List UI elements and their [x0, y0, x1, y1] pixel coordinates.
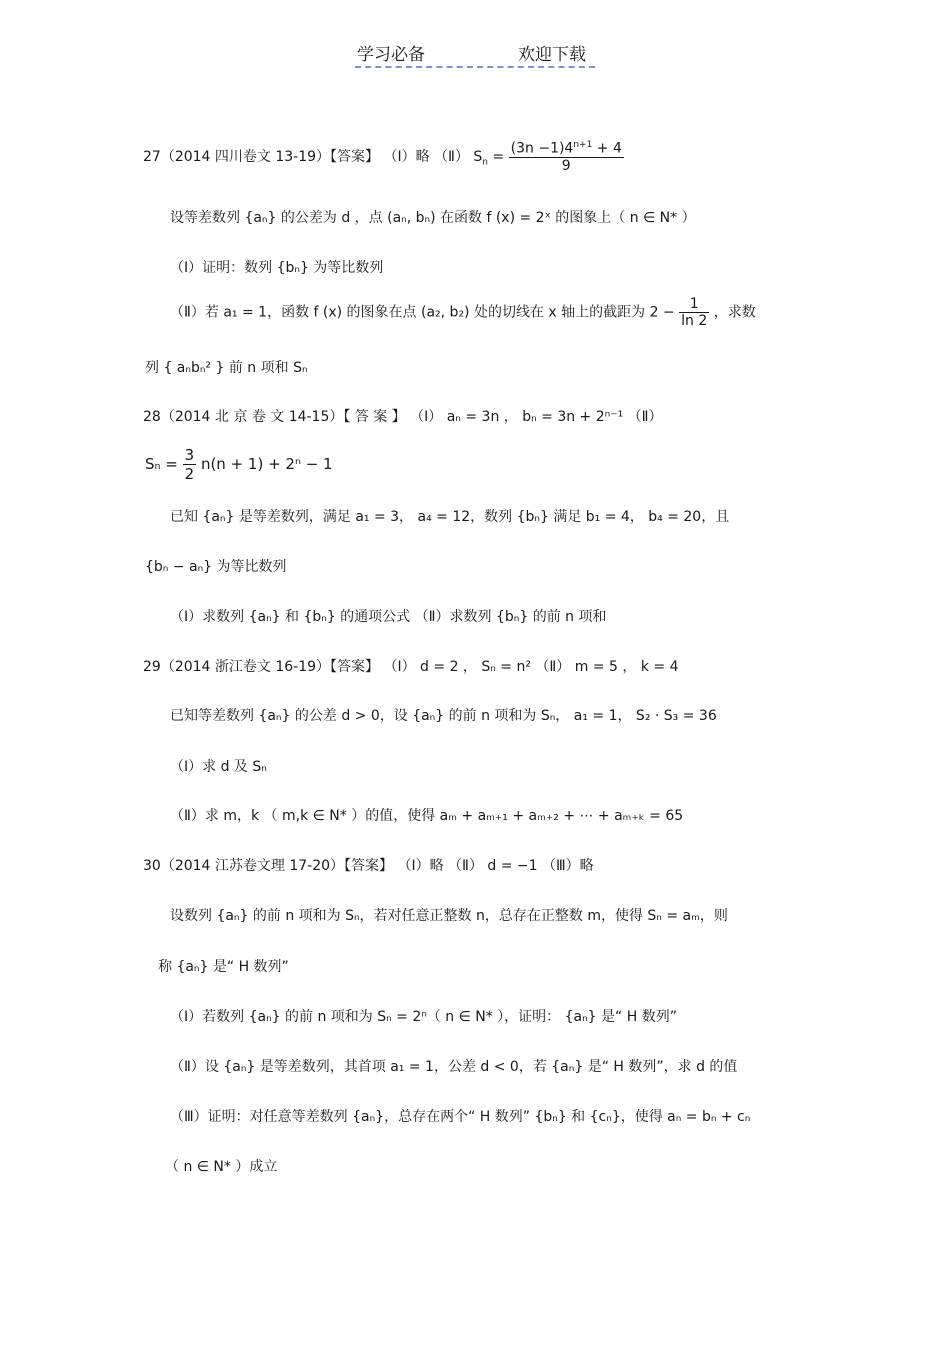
problem-28-answer: 28（2014 北 京 卷 文 14-15）【 答 案 】 （Ⅰ） aₙ = 3n ， bₙ = 3n + 2ⁿ⁻¹ （Ⅱ）: [143, 409, 663, 425]
problem-30-part-3: （Ⅲ）证明：对任意等差数列 {aₙ}，总存在两个“ H 数列” {bₙ} 和 {cₙ}，使得 aₙ = bₙ + cₙ: [170, 1109, 751, 1125]
page-header: [355, 40, 595, 68]
problem-27-part-1: （Ⅰ）证明：数列 {bₙ} 为等比数列: [170, 260, 384, 276]
problem-27-part-2-text: （Ⅱ）若 a₁ = 1，函数 f (x) 的图象在点 (a₂, b₂) 处的切线在 x 轴上的截距为 2 −: [170, 304, 675, 321]
problem-28-sum-lhs: Sₙ =: [145, 455, 178, 473]
problem-28-statement-continued: {bₙ − aₙ} 为等比数列: [145, 559, 287, 575]
problem-30-statement-continued: 称 {aₙ} 是“ H 数列”: [158, 959, 289, 975]
problem-29-statement: 已知等差数列 {aₙ} 的公差 d > 0，设 {aₙ} 的前 n 项和为 Sₙ， a₁ = 1， S₂ · S₃ = 36: [170, 708, 717, 724]
problem-28-sum-fraction: [183, 446, 197, 483]
problem-28-statement: 已知 {aₙ} 是等差数列，满足 a₁ = 3， a₄ = 12，数列 {bₙ} 满足 b₁ = 4， b₄ = 20，且: [170, 509, 730, 525]
header-right-text: 欢迎下载: [518, 45, 586, 65]
problem-29-part-1: （Ⅰ）求 d 及 Sₙ: [170, 759, 267, 775]
problem-30-answer: 30（2014 江苏卷文理 17-20）【答案】 （Ⅰ）略 （Ⅱ） d = −1 （Ⅲ）略: [143, 858, 594, 874]
problem-27-part-2-fraction: [679, 296, 709, 329]
problem-27-part-2-continued: 列 { aₙbₙ² } 前 n 项和 Sₙ: [145, 360, 308, 376]
problem-27-part-2-tail: ，求数: [713, 304, 756, 321]
problem-27-part-2-fraction-numerator: 1: [679, 296, 709, 313]
problem-28-parts: （Ⅰ）求数列 {aₙ} 和 {bₙ} 的通项公式 （Ⅱ）求数列 {bₙ} 的前 n 项和: [170, 609, 607, 625]
problem-30-part-1: （Ⅰ）若数列 {aₙ} 的前 n 项和为 Sₙ = 2ⁿ（ n ∈ N* ），证明： {aₙ} 是“ H 数列”: [170, 1009, 677, 1025]
problem-27-fraction-numerator-tail: + 4: [592, 140, 622, 157]
problem-29-part-2: （Ⅱ）求 m，k （ m,k ∈ N* ）的值，使得 aₘ + aₘ₊₁ + aₘ₊₂ + ⋯ + aₘ₊ₖ = 65: [170, 808, 684, 824]
problem-30-statement: 设数列 {aₙ} 的前 n 项和为 Sₙ，若对任意正整数 n，总存在正整数 m，使得 Sₙ = aₘ，则: [170, 908, 728, 924]
problem-28-sum-fraction-numerator: 3: [184, 446, 195, 464]
problem-28-sum-rhs: n(n + 1) + 2ⁿ − 1: [200, 455, 333, 473]
header-left-text: 学习必备: [357, 45, 425, 65]
problem-29-answer: 29（2014 浙江卷文 16-19）【答案】 （Ⅰ） d = 2 ， Sₙ = n² （Ⅱ） m = 5 ， k = 4: [143, 659, 679, 675]
problem-27-answer: 27（2014 四川卷文 13-19）【答案】 （Ⅰ）略 （Ⅱ） $S_n$ = $\frac{(3n -1)4^{n+1} + 4}{9}$: [143, 140, 622, 174]
problem-27-statement: 设等差数列 {aₙ} 的公差为 d ，点 (aₙ, bₙ) 在函数 f (x) = 2ˣ 的图象上（ n ∈ N* ）: [170, 210, 696, 226]
problem-27-fraction-numerator: (3n −1)4: [510, 140, 574, 157]
problem-28-answer-sum: [145, 446, 333, 483]
problem-27-part-2-fraction-denominator: ln 2: [681, 313, 708, 329]
problem-27-fraction-exponent: n+1: [573, 140, 593, 150]
problem-27-fraction: [509, 140, 624, 174]
problem-30-part-3-continued: （ n ∈ N* ）成立: [165, 1159, 278, 1175]
problem-27-part-2: [170, 296, 756, 329]
problem-28-sum-fraction-denominator: 2: [184, 465, 195, 483]
problem-30-part-2: （Ⅱ）设 {aₙ} 是等差数列，其首项 a₁ = 1，公差 d < 0，若 {aₙ} 是“ H 数列”，求 d 的值: [170, 1059, 738, 1075]
problem-27-answer-text: 27（2014 四川卷文 13-19）【答案】 （Ⅰ）略 （Ⅱ） S: [143, 148, 483, 165]
problem-27-fraction-denominator: 9: [561, 157, 571, 174]
